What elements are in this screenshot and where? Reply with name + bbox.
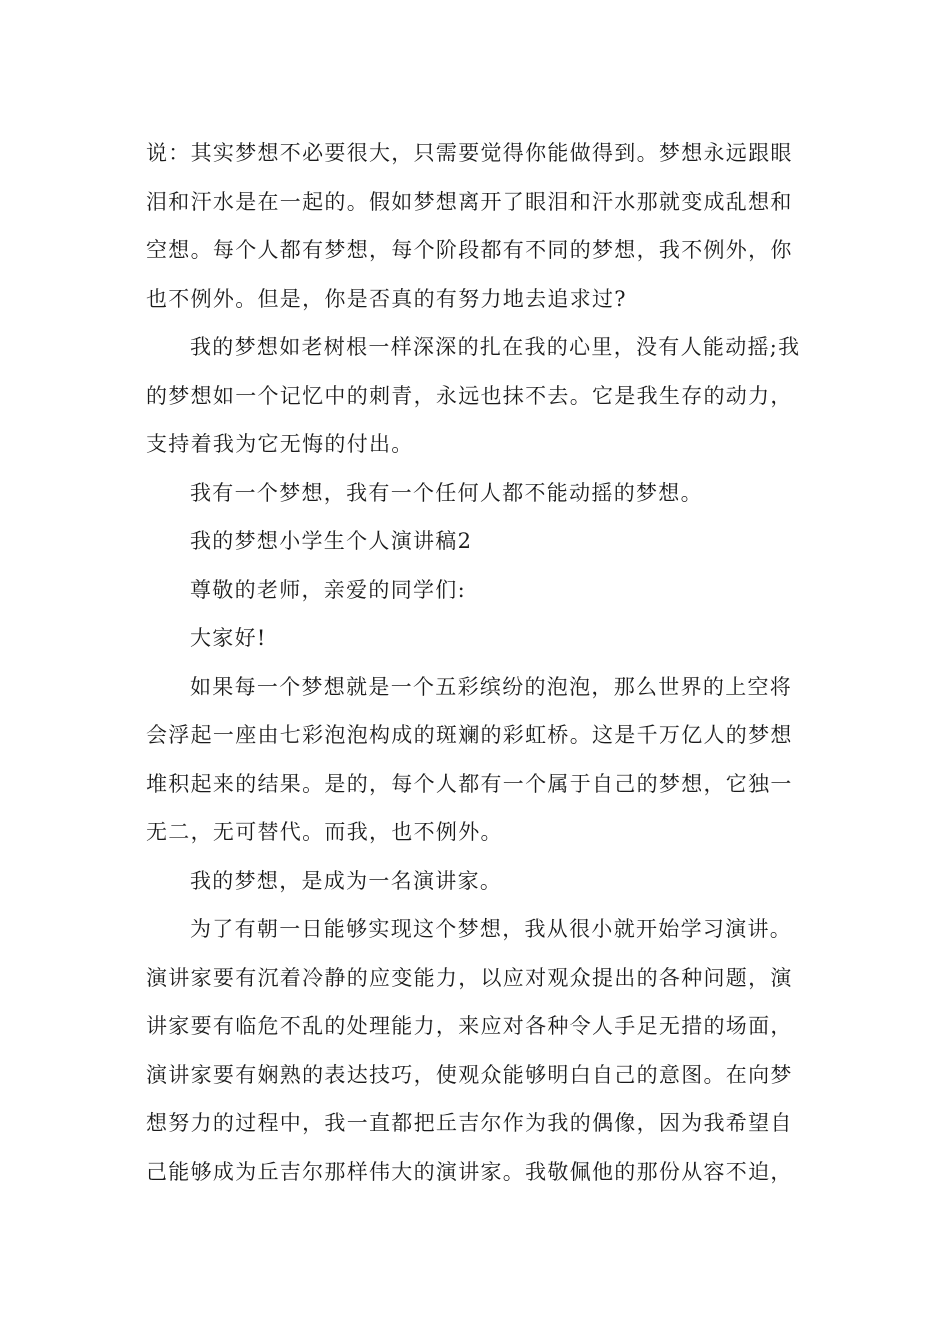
text-line: 己能够成为丘吉尔那样伟大的演讲家。我敬佩他的那份从容不迫，: [146, 1159, 793, 1184]
text-line: 泪和汗水是在一起的。假如梦想离开了眼泪和汗水那就变成乱想和: [146, 189, 793, 214]
salutation: 尊敬的老师，亲爱的同学们:: [190, 577, 466, 602]
text-line: 无二，无可替代。而我，也不例外。: [146, 820, 503, 844]
text-line: 演讲家要有沉着冷静的应变能力，以应对观众提出的各种问题，演: [146, 965, 793, 990]
paragraph-start-line: 我的梦想如老树根一样深深的扎在我的心里，没有人能动摇;我: [190, 335, 801, 359]
text-line: 演讲家要有娴熟的表达技巧，使观众能够明白自己的意图。在向梦: [146, 1062, 793, 1087]
text-line: 支持着我为它无悔的付出。: [146, 432, 414, 456]
text-line: 说：其实梦想不必要很大，只需要觉得你能做得到。梦想永远跟眼: [146, 141, 793, 165]
paragraph-start-line: 我有一个梦想，我有一个任何人都不能动摇的梦想。: [190, 480, 703, 505]
text-line: 空想。每个人都有梦想，每个阶段都有不同的梦想，我不例外，你: [146, 238, 793, 262]
section-title: 我的梦想小学生个人演讲稿2: [190, 529, 473, 553]
document-body: [146, 129, 808, 1196]
paragraph-start-line: 如果每一个梦想就是一个五彩缤纷的泡泡，那么世界的上空将: [190, 674, 793, 699]
text-line: 会浮起一座由七彩泡泡构成的斑斓的彩虹桥。这是千万亿人的梦想: [146, 723, 793, 747]
text-line: 讲家要有临危不乱的处理能力，来应对各种令人手足无措的场面，: [146, 1014, 793, 1038]
text-line: 的梦想如一个记忆中的刺青，永远也抹不去。它是我生存的动力，: [146, 383, 793, 408]
text-line: 堆积起来的结果。是的，每个人都有一个属于自己的梦想，它独一: [146, 771, 793, 796]
greeting: 大家好!: [190, 626, 267, 650]
paragraph-start-line: 为了有朝一日能够实现这个梦想，我从很小就开始学习演讲。: [190, 917, 793, 941]
text-line: 想努力的过程中，我一直都把丘吉尔作为我的偶像，因为我希望自: [146, 1111, 793, 1135]
paragraph-start-line: 我的梦想，是成为一名演讲家。: [190, 868, 503, 893]
text-line: 也不例外。但是，你是否真的有努力地去追求过?: [146, 286, 627, 311]
